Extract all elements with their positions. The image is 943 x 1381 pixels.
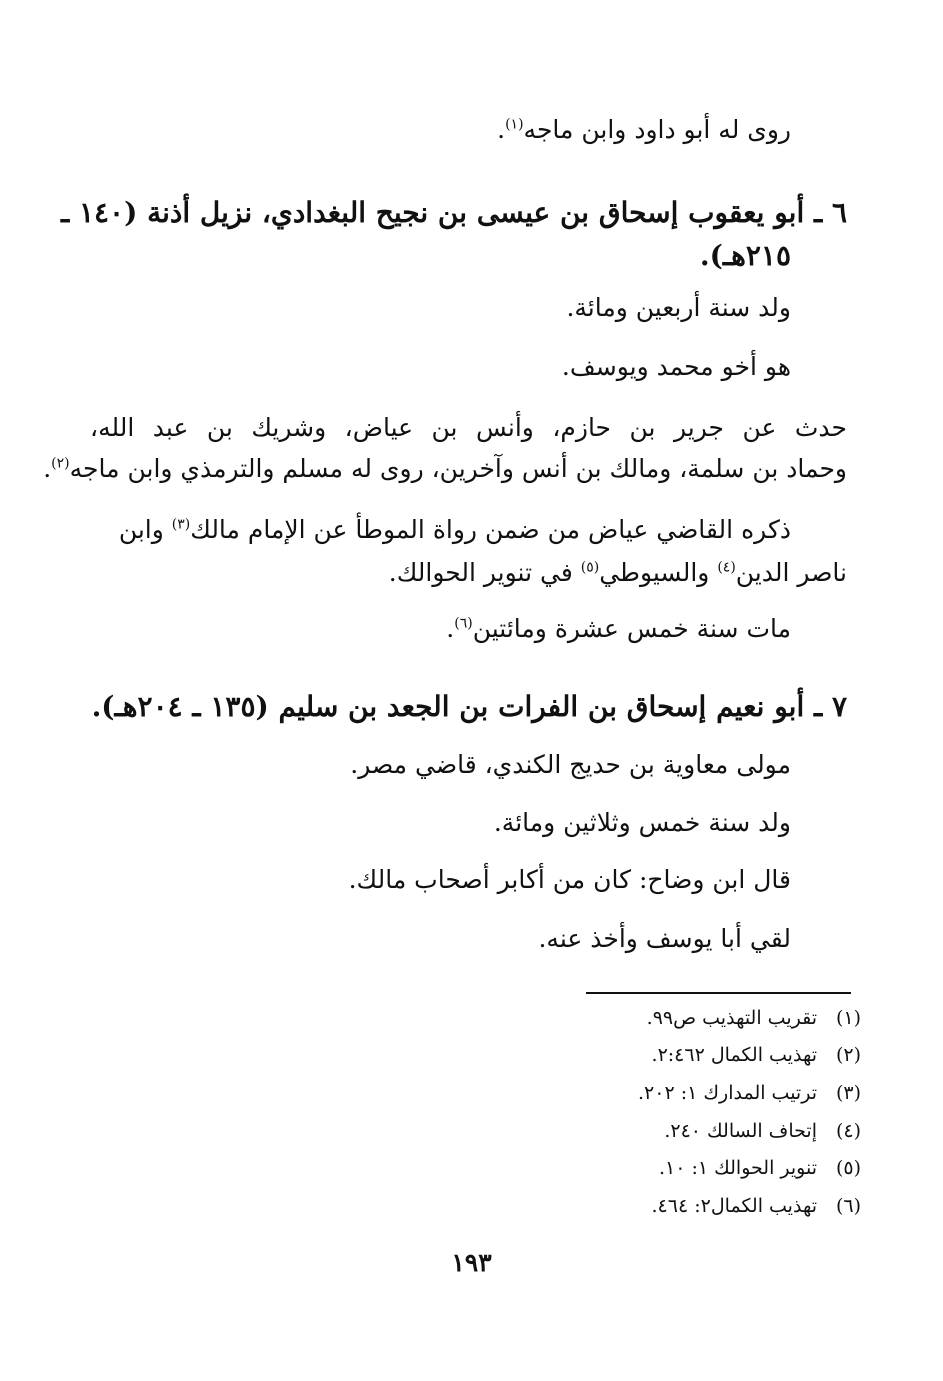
footnote-ref: (٦) [454, 615, 473, 632]
footnote-text: تقريب التهذيب ص٩٩. [646, 1007, 817, 1029]
entry-heading-7: ٧ ـ أبو نعيم إسحاق بن الفرات بن الجعد بن سليم (١٣٥ ـ ٢٠٤هـ). [91, 690, 847, 723]
footnote-number: (٤) [835, 1120, 861, 1142]
footnote [652, 1041, 861, 1069]
line-text: مات سنة خمس عشرة ومائتين [472, 614, 791, 643]
line-text: . [446, 614, 455, 643]
line-text: . [43, 454, 52, 483]
footnote-number: (٦) [835, 1195, 861, 1217]
line-text: وابن [118, 515, 172, 544]
entry-heading-6-cont: ٢١٥هـ). [699, 239, 791, 272]
paragraph-line [43, 452, 847, 486]
footnote-text: ترتيب المدارك ١: ٢٠٢. [637, 1082, 817, 1104]
footnote-ref: (١) [505, 116, 524, 133]
footnote-text: تهذيب الكمال٢: ٤٦٤. [651, 1195, 817, 1217]
footnote-text: تنوير الحوالك ١: ١٠. [658, 1157, 817, 1179]
paragraph [446, 612, 791, 646]
footnote-ref: (٢) [51, 455, 70, 472]
line-text: والسيوطي [599, 558, 718, 587]
footnote-divider [586, 992, 851, 994]
footnote-text: تهذيب الكمال ٢:٤٦٢. [651, 1044, 817, 1066]
footnote-number: (٥) [835, 1157, 861, 1179]
line-text: ذكره القاضي عياض من ضمن رواة الموطأ عن الإمام مالك [190, 515, 791, 544]
footnote [664, 1117, 861, 1145]
line-text: . [497, 115, 506, 144]
footnote-ref: (٣) [171, 516, 191, 533]
paragraph: قال ابن وضاح: كان من أكابر أصحاب مالك. [348, 865, 791, 894]
paragraph: ولد سنة خمس وثلاثين ومائة. [493, 808, 791, 837]
footnote-ref: (٤) [717, 559, 736, 576]
footnote [638, 1079, 861, 1107]
paragraph: لقي أبا يوسف وأخذ عنه. [538, 924, 791, 953]
footnote-number: (٢) [835, 1044, 861, 1066]
footnote-number: (١) [835, 1007, 861, 1029]
paragraph-line: حدث عن جرير بن حازم، وأنس بن عياض، وشريك بن عبد الله، [90, 413, 847, 442]
entry-heading-6: ٦ ـ أبو يعقوب إسحاق بن عيسى بن نجيح البغدادي، نزيل أذنة (١٤٠ ـ [61, 196, 847, 229]
footnote [647, 1004, 861, 1032]
footnote-ref: (٥) [580, 559, 600, 576]
footnote [659, 1154, 861, 1182]
text-line [497, 113, 791, 147]
footnote-text: إتحاف السالك ٢٤٠. [664, 1120, 817, 1142]
line-text: روى له أبو داود وابن ماجه [523, 115, 791, 144]
footnote [652, 1192, 862, 1220]
paragraph: مولى معاوية بن حديج الكندي، قاضي مصر. [350, 750, 791, 779]
paragraph: هو أخو محمد ويوسف. [561, 352, 791, 381]
page-number: ١٩٣ [451, 1248, 492, 1277]
line-text: ناصر الدين [735, 558, 847, 587]
line-text: وحماد بن سلمة، ومالك بن أنس وآخرين، روى له مسلم والترمذي وابن ماجه [69, 454, 847, 483]
line-text: في تنوير الحوالك. [388, 558, 581, 587]
footnote-number: (٣) [835, 1082, 861, 1104]
paragraph-line [119, 513, 791, 547]
paragraph: ولد سنة أربعين ومائة. [566, 293, 791, 322]
paragraph-line [389, 556, 847, 590]
